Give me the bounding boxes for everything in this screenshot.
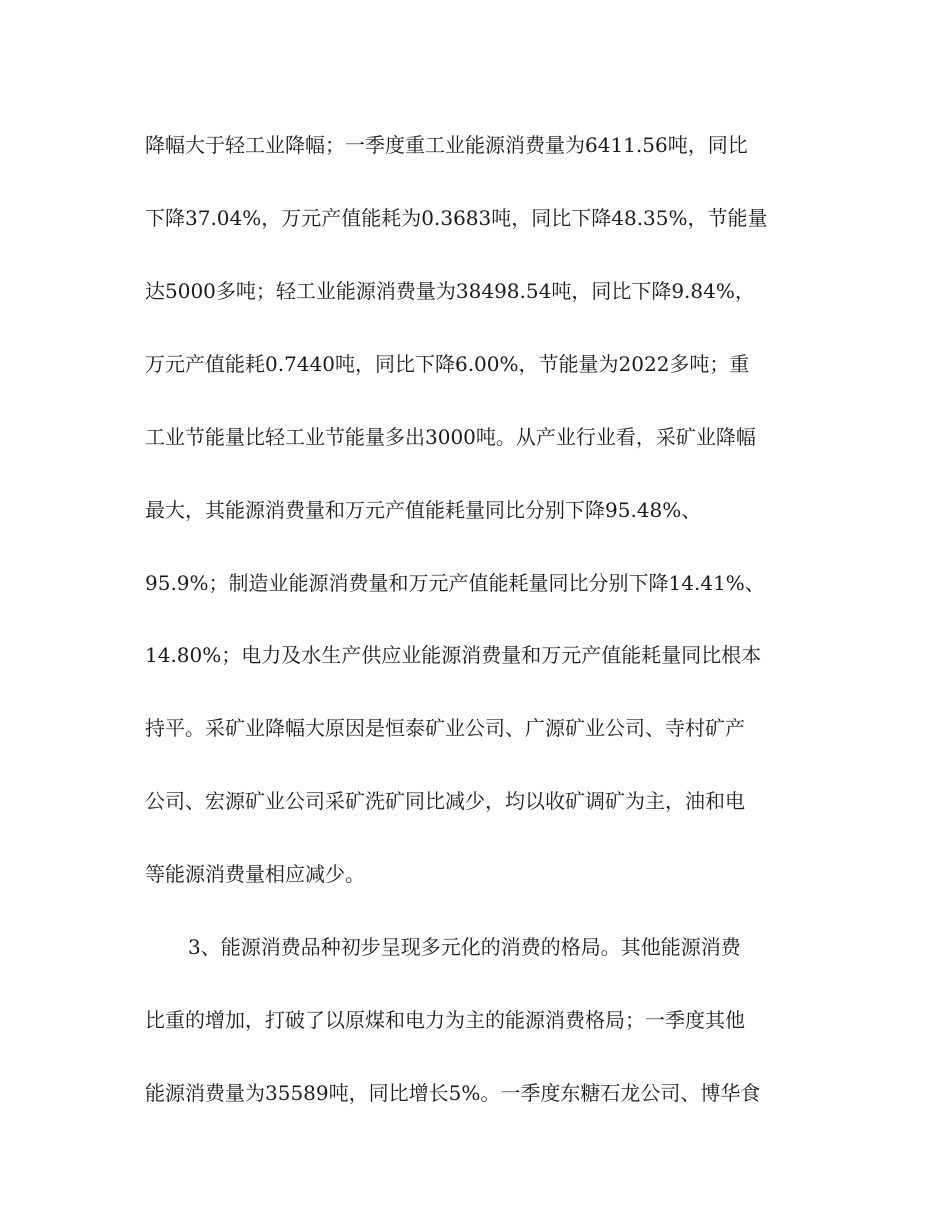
text-line: 持平。采矿业降幅大原因是恒泰矿业公司、广源矿业公司、寺村矿产 [145,716,745,740]
text-line: 万元产值能耗0.7440吨，同比下降6.00%，节能量为2022多吨；重 [145,352,750,376]
paragraph-start-line: 3、能源消费品种初步呈现多元化的消费的格局。其他能源消费 [188,935,741,959]
text-line: 达5000多吨；轻工业能源消费量为38498.54吨，同比下降9.84%， [145,279,755,303]
text-line: 能源消费量为35589吨，同比增长5%。一季度东糖石龙公司、博华食 [145,1081,761,1105]
text-line: 工业节能量比轻工业节能量多出3000吨。从产业行业看，采矿业降幅 [145,425,756,449]
text-line: 等能源消费量相应减少。 [145,862,365,886]
text-line: 14.80%；电力及水生产供应业能源消费量和万元产值能耗量同比根本 [145,643,762,667]
text-line: 比重的增加，打破了以原煤和电力为主的能源消费格局；一季度其他 [145,1008,745,1032]
text-line: 降幅大于轻工业降幅；一季度重工业能源消费量为6411.56吨，同比 [145,133,748,157]
text-line: 公司、宏源矿业公司采矿洗矿同比减少，均以收矿调矿为主，油和电 [145,789,745,813]
text-line: 下降37.04%，万元产值能耗为0.3683吨，同比下降48.35%，节能量 [145,206,768,230]
text-line: 最大，其能源消费量和万元产值能耗量同比分别下降95.48%、 [145,498,702,522]
text-line: 95.9%；制造业能源消费量和万元产值能耗量同比分别下降14.41%、 [145,571,765,595]
